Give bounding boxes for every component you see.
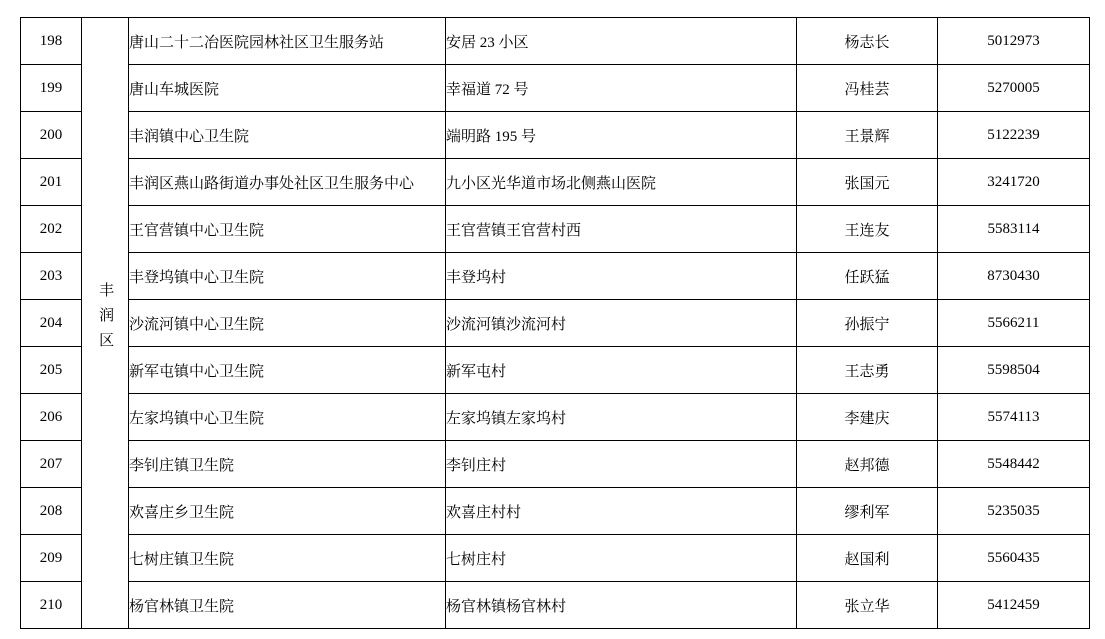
row-number-cell — [21, 18, 82, 65]
phone: 5566211 — [987, 314, 1040, 331]
address-cell — [446, 582, 797, 629]
contact-person-cell — [797, 488, 938, 535]
institution-name: 沙流河镇中心卫生院 — [129, 316, 265, 333]
institution-name-cell — [129, 394, 446, 441]
table-body — [21, 18, 1090, 629]
district-label: 丰润区 — [97, 282, 114, 358]
row-number: 207 — [39, 455, 63, 472]
row-number-cell — [21, 159, 82, 206]
institution-name-cell — [129, 112, 446, 159]
phone: 5583114 — [987, 220, 1040, 237]
contact-person-cell — [797, 112, 938, 159]
institution-name: 唐山车城医院 — [129, 81, 220, 98]
table-row — [21, 159, 1090, 206]
phone: 8730430 — [987, 267, 1040, 284]
row-number-cell — [21, 582, 82, 629]
phone-cell — [938, 582, 1090, 629]
phone: 5548442 — [987, 455, 1040, 472]
table-row — [21, 582, 1090, 629]
row-number-cell — [21, 488, 82, 535]
table-row — [21, 65, 1090, 112]
address: 丰登坞村 — [446, 269, 507, 286]
address-cell — [446, 253, 797, 300]
phone: 5235035 — [987, 502, 1040, 519]
institution-name: 杨官林镇卫生院 — [129, 598, 235, 615]
contact-person-cell — [797, 206, 938, 253]
institution-name-cell — [129, 347, 446, 394]
phone: 5598504 — [987, 361, 1040, 378]
row-number-cell — [21, 535, 82, 582]
contact-person: 冯桂芸 — [844, 81, 890, 98]
contact-person: 王志勇 — [844, 363, 890, 380]
row-number-cell — [21, 441, 82, 488]
institution-name: 丰登坞镇中心卫生院 — [129, 269, 265, 286]
contact-person: 缪利军 — [844, 504, 890, 521]
phone: 5560435 — [987, 549, 1040, 566]
contact-person: 李建庆 — [844, 410, 890, 427]
address: 安居 23 小区 — [446, 34, 529, 51]
phone-cell — [938, 441, 1090, 488]
contact-person: 杨志长 — [844, 34, 890, 51]
row-number: 204 — [39, 314, 63, 331]
address: 杨官林镇杨官林村 — [446, 598, 567, 615]
table-row — [21, 18, 1090, 65]
address: 端明路 195 号 — [446, 128, 537, 145]
institution-name: 七树庄镇卫生院 — [129, 551, 235, 568]
contact-person-cell — [797, 253, 938, 300]
address: 新军屯村 — [446, 363, 507, 380]
institution-name: 左家坞镇中心卫生院 — [129, 410, 265, 427]
contact-person: 赵邦德 — [844, 457, 890, 474]
row-number: 208 — [39, 502, 63, 519]
row-number-cell — [21, 65, 82, 112]
table-row — [21, 441, 1090, 488]
phone-cell — [938, 112, 1090, 159]
phone-cell — [938, 394, 1090, 441]
institution-name-cell — [129, 488, 446, 535]
phone-cell — [938, 65, 1090, 112]
phone-cell — [938, 253, 1090, 300]
address-cell — [446, 394, 797, 441]
contact-person: 王连友 — [844, 222, 890, 239]
table-row — [21, 535, 1090, 582]
clinic-directory-table — [20, 17, 1090, 629]
address: 沙流河镇沙流河村 — [446, 316, 567, 333]
address-cell — [446, 206, 797, 253]
institution-name: 唐山二十二冶医院园林社区卫生服务站 — [129, 34, 385, 51]
row-number-cell — [21, 253, 82, 300]
row-number: 210 — [39, 596, 63, 613]
address: 欢喜庄村村 — [446, 504, 522, 521]
row-number-cell — [21, 112, 82, 159]
address-cell — [446, 300, 797, 347]
institution-name: 丰润区燕山路街道办事处社区卫生服务中心 — [129, 175, 415, 192]
row-number: 209 — [39, 549, 63, 566]
contact-person-cell — [797, 394, 938, 441]
phone: 5122239 — [987, 126, 1040, 143]
row-number: 203 — [39, 267, 63, 284]
institution-name-cell — [129, 18, 446, 65]
contact-person: 赵国利 — [844, 551, 890, 568]
institution-name-cell — [129, 159, 446, 206]
address: 幸福道 72 号 — [446, 81, 529, 98]
contact-person-cell — [797, 347, 938, 394]
address-cell — [446, 347, 797, 394]
contact-person-cell — [797, 18, 938, 65]
row-number-cell — [21, 347, 82, 394]
contact-person: 张立华 — [844, 598, 890, 615]
contact-person-cell — [797, 300, 938, 347]
institution-name-cell — [129, 441, 446, 488]
institution-name-cell — [129, 535, 446, 582]
address-cell — [446, 535, 797, 582]
table-row — [21, 112, 1090, 159]
phone: 5012973 — [987, 32, 1040, 49]
contact-person-cell — [797, 582, 938, 629]
row-number: 206 — [39, 408, 63, 425]
institution-name-cell — [129, 253, 446, 300]
phone: 5412459 — [987, 596, 1040, 613]
institution-name: 新军屯镇中心卫生院 — [129, 363, 265, 380]
institution-name: 李钊庄镇卫生院 — [129, 457, 235, 474]
phone-cell — [938, 347, 1090, 394]
contact-person-cell — [797, 65, 938, 112]
table-row — [21, 253, 1090, 300]
row-number-cell — [21, 300, 82, 347]
address-cell — [446, 159, 797, 206]
phone-cell — [938, 535, 1090, 582]
phone-cell — [938, 300, 1090, 347]
address-cell — [446, 65, 797, 112]
address: 九小区光华道市场北侧燕山医院 — [446, 175, 657, 192]
address-cell — [446, 488, 797, 535]
row-number-cell — [21, 206, 82, 253]
institution-name: 欢喜庄乡卫生院 — [129, 504, 235, 521]
address: 左家坞镇左家坞村 — [446, 410, 567, 427]
contact-person-cell — [797, 159, 938, 206]
table-row — [21, 300, 1090, 347]
phone-cell — [938, 159, 1090, 206]
address: 王官营镇王官营村西 — [446, 222, 582, 239]
row-number: 202 — [39, 220, 63, 237]
table-row — [21, 488, 1090, 535]
row-number: 198 — [39, 32, 63, 49]
institution-name: 王官营镇中心卫生院 — [129, 222, 265, 239]
row-number-cell — [21, 394, 82, 441]
table-row — [21, 347, 1090, 394]
institution-name-cell — [129, 582, 446, 629]
institution-name: 丰润镇中心卫生院 — [129, 128, 250, 145]
phone-cell — [938, 488, 1090, 535]
table-row — [21, 206, 1090, 253]
contact-person: 张国元 — [844, 175, 890, 192]
contact-person: 任跃猛 — [844, 269, 890, 286]
phone: 5574113 — [987, 408, 1040, 425]
row-number: 199 — [39, 79, 63, 96]
address-cell — [446, 18, 797, 65]
contact-person: 王景辉 — [844, 128, 890, 145]
district-cell — [82, 18, 129, 629]
phone-cell — [938, 18, 1090, 65]
address: 七树庄村 — [446, 551, 507, 568]
institution-name-cell — [129, 65, 446, 112]
row-number: 201 — [39, 173, 63, 190]
institution-name-cell — [129, 300, 446, 347]
table-row — [21, 394, 1090, 441]
contact-person: 孙振宁 — [844, 316, 890, 333]
address-cell — [446, 441, 797, 488]
contact-person-cell — [797, 441, 938, 488]
institution-name-cell — [129, 206, 446, 253]
phone: 3241720 — [987, 173, 1040, 190]
contact-person-cell — [797, 535, 938, 582]
row-number: 200 — [39, 126, 63, 143]
address: 李钊庄村 — [446, 457, 507, 474]
address-cell — [446, 112, 797, 159]
phone: 5270005 — [987, 79, 1040, 96]
phone-cell — [938, 206, 1090, 253]
row-number: 205 — [39, 361, 63, 378]
